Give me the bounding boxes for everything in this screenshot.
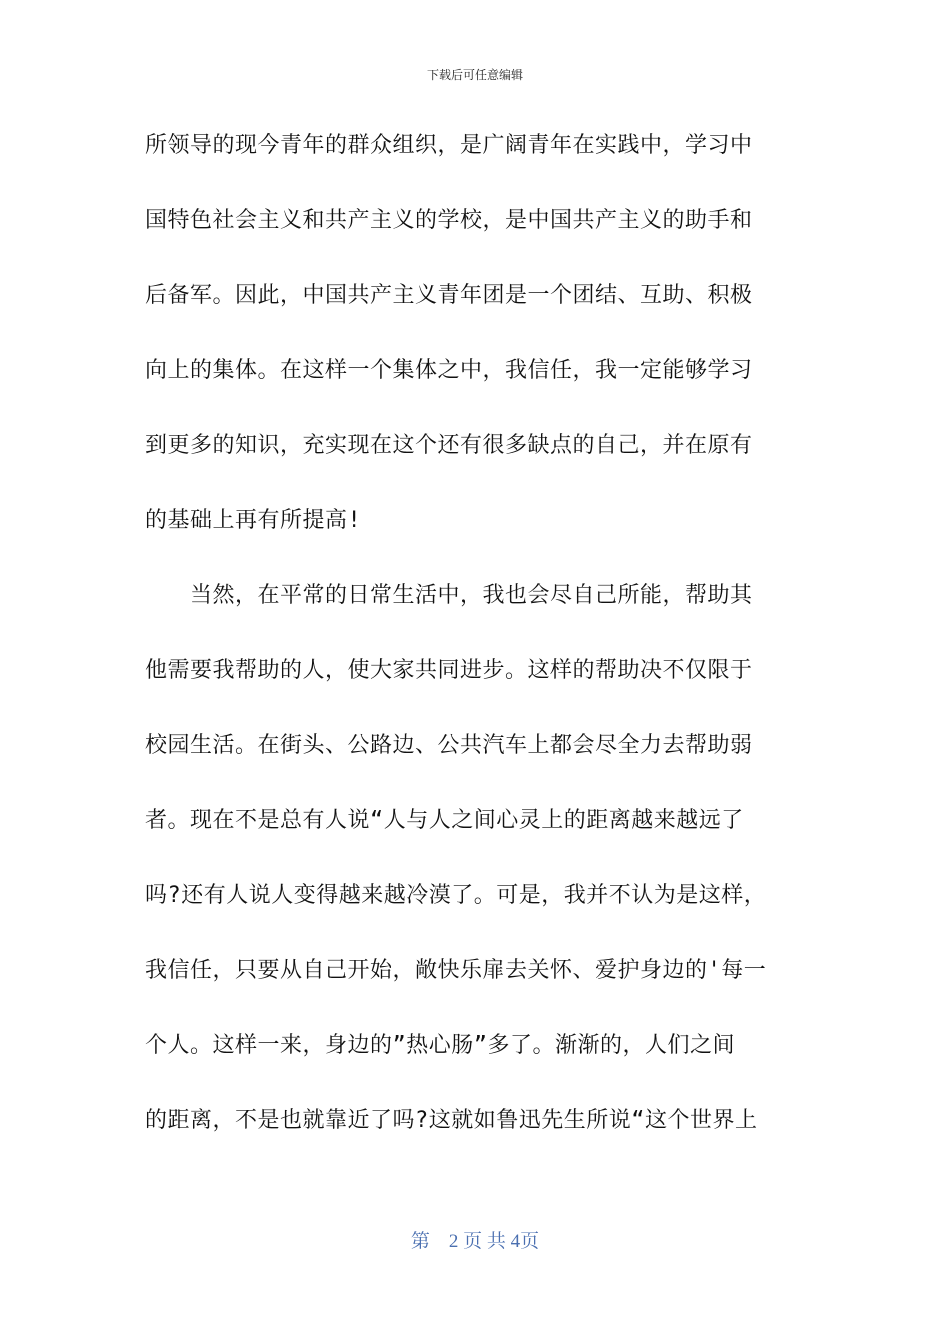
text-line: 国特色社会主义和共产主义的学校，是中国共产主义的助手和 [145,208,753,233]
text-line: 者。现在不是总有人说“人与人之间心灵上的距离越来越远了 [145,808,744,833]
text-line: 当然，在平常的日常生活中，我也会尽自己所能，帮助其 [145,583,753,608]
text-line: 后备军。因此，中国共产主义青年团是一个团结、互助、积极 [145,283,753,308]
text-line: 的距离，不是也就靠近了吗?这就如鲁迅先生所说“这个世界上 [145,1108,758,1133]
text-line: 向上的集体。在这样一个集体之中，我信任，我一定能够学习 [145,358,753,383]
document-body [145,122,825,1172]
text-line: 我信任，只要从自己开始，敞快乐扉去关怀、爱护身边的'每一 [145,958,767,983]
text-line: 校园生活。在街头、公路边、公共汽车上都会尽全力去帮助弱 [145,733,753,758]
page-number-footer: 第 2 页 共 4页 [410,1231,540,1252]
text-line: 个人。这样一来，身边的”热心肠”多了。渐渐的，人们之间 [145,1033,735,1058]
text-line: 吗?还有人说人变得越来越冷漠了。可是，我并不认为是这样， [145,883,767,908]
text-line: 到更多的知识，充实现在这个还有很多缺点的自己，并在原有 [145,433,753,458]
text-line: 所领导的现今青年的群众组织，是广阔青年在实践中，学习中 [145,133,753,158]
page-header: 下载后可任意编辑 [426,68,523,82]
text-line: 的基础上再有所提高! [145,508,362,533]
text-line: 他需要我帮助的人，使大家共同进步。这样的帮助决不仅限于 [145,658,753,683]
